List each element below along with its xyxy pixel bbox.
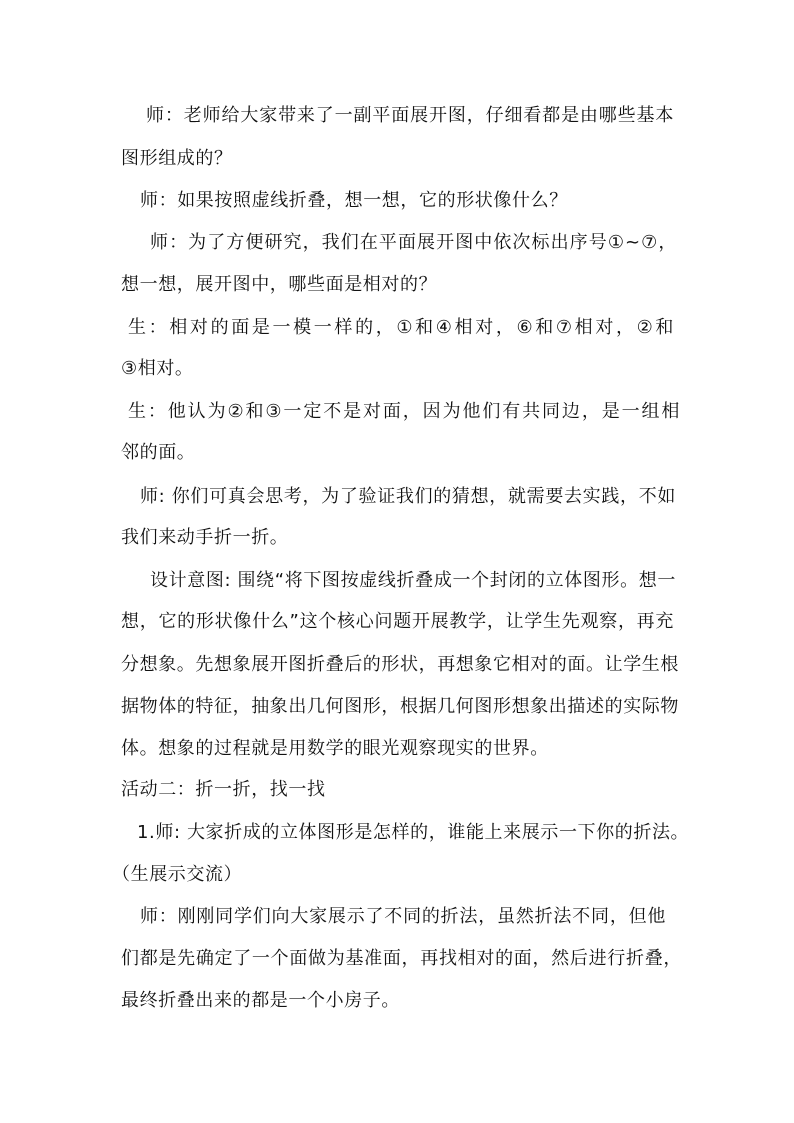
- text-line: 师：刚刚同学们向大家展示了不同的折法，虽然折法不同，但他: [140, 906, 666, 927]
- text-line: 师：如果按照虚线折叠，想一想，它的形状像什么？: [140, 190, 568, 211]
- text-line: 师: 你们可真会思考，为了验证我们的猜想，就需要去实践，不如: [140, 486, 676, 507]
- text-line: 想一想，展开图中，哪些面是相对的？: [121, 274, 438, 295]
- text-line: 邻的面。: [121, 442, 196, 463]
- section-heading: 活动二：折一折，找一找: [121, 779, 326, 800]
- text-line: 设计意图: 围绕“将下图按虚线折叠成一个封闭的立体图形。想一: [150, 570, 676, 591]
- text-line: 分想象。先想象展开图折叠后的形状，再想象它相对的面。让学生根: [121, 654, 679, 675]
- text-line: 图形组成的？: [121, 148, 233, 169]
- text-line: ③相对。: [121, 358, 194, 379]
- text-line: 师：为了方便研究，我们在平面展开图中依次标出序号①~⑦，: [150, 232, 677, 253]
- text-line: 我们来动手折一折。: [121, 527, 289, 548]
- text-line: 师：老师给大家带来了一副平面展开图，仔细看都是由哪些基本: [146, 105, 674, 126]
- text-line: 想，它的形状像什么”这个核心问题开展教学，让学生先观察，再充: [121, 611, 674, 632]
- text-line: （生展示交流）: [112, 864, 243, 885]
- text-line: 1.师: 大家折成的立体图形是怎样的，谁能上来展示一下你的折法。: [137, 822, 690, 843]
- text-line: 们都是先确定了一个面做为基准面，再找相对的面，然后进行折叠，: [121, 948, 682, 969]
- text-line: 体。想象的过程就是用数学的眼光观察现实的世界。: [121, 738, 549, 759]
- text-line: 最终折叠出来的都是一个小房子。: [121, 990, 400, 1011]
- text-line: 生：相对的面是一模一样的，①和④相对，⑥和⑦相对，②和: [128, 317, 674, 338]
- text-line: 生：他认为②和③一定不是对面，因为他们有共同边，是一组相: [128, 401, 680, 422]
- text-line: 据物体的特征，抽象出几何图形，根据几何图形想象出描述的实际物: [121, 696, 679, 717]
